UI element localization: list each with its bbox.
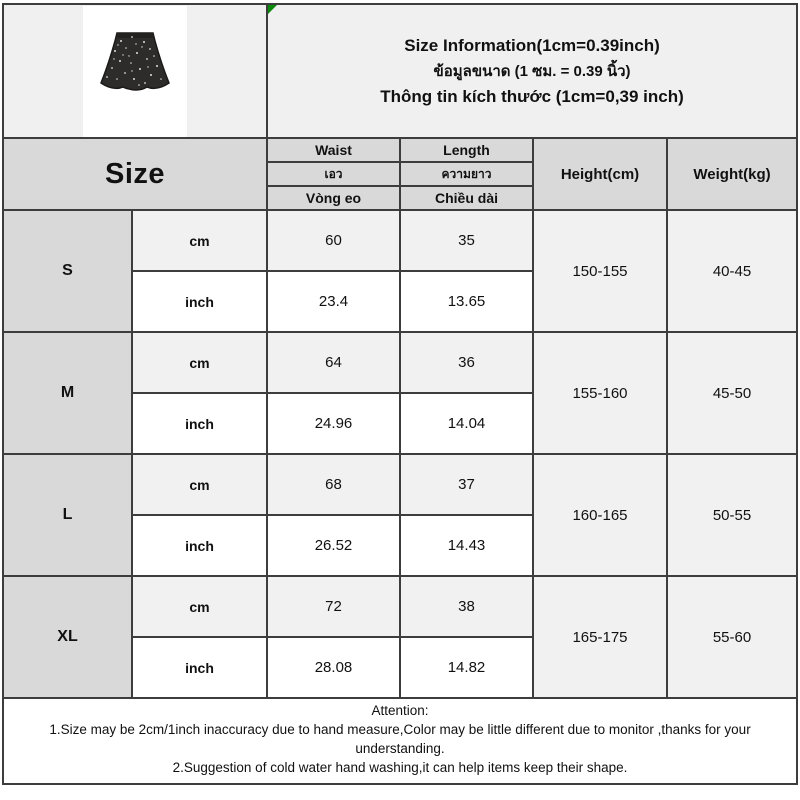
attention-note bbox=[3, 698, 797, 784]
size-label-s: S bbox=[3, 210, 132, 332]
size-label-xl: XL bbox=[3, 576, 132, 698]
height-range: 165-175 bbox=[533, 576, 667, 698]
waist-cm-value: 60 bbox=[267, 210, 400, 271]
header-weight: Weight(kg) bbox=[667, 138, 797, 210]
waist-cm-value: 72 bbox=[267, 576, 400, 637]
attention-line-1: 1.Size may be 2cm/1inch inaccuracy due to hand measure,Color may be little different due to monitor ,thanks for your understanding. bbox=[49, 722, 751, 756]
header-waist-vi: Vòng eo bbox=[267, 186, 400, 210]
unit-cm-label: cm bbox=[132, 332, 267, 393]
title-english: Size Information(1cm=0.39inch) bbox=[404, 35, 660, 55]
header-size: Size bbox=[3, 138, 267, 210]
header-length-en: Length bbox=[400, 138, 533, 162]
attention-line-2: 2.Suggestion of cold water hand washing,it can help items keep their shape. bbox=[172, 760, 628, 775]
header-height: Height(cm) bbox=[533, 138, 667, 210]
unit-cm-label: cm bbox=[132, 210, 267, 271]
skirt-image bbox=[87, 11, 183, 131]
length-cm-value: 36 bbox=[400, 332, 533, 393]
table-row bbox=[3, 332, 797, 393]
unit-inch-label: inch bbox=[132, 637, 267, 698]
header-waist-th: เอว bbox=[267, 162, 400, 186]
title-cell bbox=[267, 4, 797, 138]
weight-range: 40-45 bbox=[667, 210, 797, 332]
product-photo-cell bbox=[3, 4, 267, 138]
unit-inch-label: inch bbox=[132, 393, 267, 454]
waist-cm-value: 68 bbox=[267, 454, 400, 515]
unit-cm-label: cm bbox=[132, 576, 267, 637]
length-inch-value: 14.82 bbox=[400, 637, 533, 698]
length-cm-value: 37 bbox=[400, 454, 533, 515]
sheet-corner-marker-icon bbox=[268, 5, 277, 14]
title-thai: ข้อมูลขนาด (1 ซม. = 0.39 นิ้ว) bbox=[433, 62, 631, 80]
weight-range: 50-55 bbox=[667, 454, 797, 576]
table-row bbox=[3, 576, 797, 637]
waist-inch-value: 28.08 bbox=[267, 637, 400, 698]
size-chart-table bbox=[2, 3, 798, 785]
table-row bbox=[3, 454, 797, 515]
waist-cm-value: 64 bbox=[267, 332, 400, 393]
weight-range: 55-60 bbox=[667, 576, 797, 698]
unit-inch-label: inch bbox=[132, 515, 267, 576]
height-range: 155-160 bbox=[533, 332, 667, 454]
table-row bbox=[3, 210, 797, 271]
unit-inch-label: inch bbox=[132, 271, 267, 332]
header-length-th: ความยาว bbox=[400, 162, 533, 186]
length-cm-value: 35 bbox=[400, 210, 533, 271]
header-waist-en: Waist bbox=[267, 138, 400, 162]
waist-inch-value: 23.4 bbox=[267, 271, 400, 332]
size-label-l: L bbox=[3, 454, 132, 576]
product-photo bbox=[83, 6, 187, 137]
header-length-vi: Chiều dài bbox=[400, 186, 533, 210]
waist-inch-value: 26.52 bbox=[267, 515, 400, 576]
length-inch-value: 13.65 bbox=[400, 271, 533, 332]
attention-heading: Attention: bbox=[371, 703, 429, 718]
length-inch-value: 14.04 bbox=[400, 393, 533, 454]
waist-inch-value: 24.96 bbox=[267, 393, 400, 454]
height-range: 150-155 bbox=[533, 210, 667, 332]
height-range: 160-165 bbox=[533, 454, 667, 576]
title-vietnamese: Thông tin kích thước (1cm=0,39 inch) bbox=[380, 86, 684, 106]
unit-cm-label: cm bbox=[132, 454, 267, 515]
length-cm-value: 38 bbox=[400, 576, 533, 637]
size-chart-sheet bbox=[2, 3, 798, 785]
length-inch-value: 14.43 bbox=[400, 515, 533, 576]
weight-range: 45-50 bbox=[667, 332, 797, 454]
size-label-m: M bbox=[3, 332, 132, 454]
